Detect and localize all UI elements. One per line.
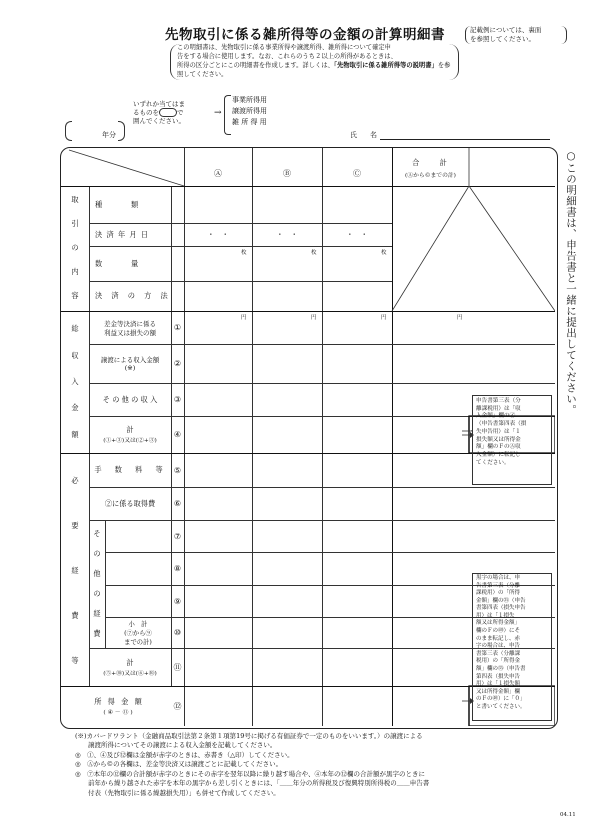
settle-date-b[interactable]: ・ ・ <box>276 229 298 239</box>
row-number-11: ⑪ <box>173 662 182 672</box>
side-note-2: 黒字の場合は、申 告書第三表（分離 課税用）の「所得 金額」欄の㉟（申告 書第四表（損失申告 用）は「１損失 額又は所得金額」 欄のＦの㊵）にそ のまま転記し、赤 字の場合は、申告 書第三表（分離課 税用）の「所得金 額」欄の㉟（申告書 第四表（損失申告 用）は「１損失額 又は所得金額」欄 のＦの㊵）に「０」 と書いてください。 <box>476 575 526 710</box>
row-label-4: 計 (①+③)又は(②+③) <box>103 425 157 444</box>
row-number-6: ⑥ <box>173 499 182 508</box>
option-misc-income[interactable]: 雑 所 得 用 <box>232 117 267 126</box>
year-label: 年分 <box>102 131 116 139</box>
row-label-quantity: 数 量 <box>95 258 139 268</box>
unit-yen-b: 円 <box>311 315 317 321</box>
arrow-right-icon-1 <box>462 420 474 440</box>
row-label-1: 差金等決済に係る 利益又は損失の額 <box>104 319 156 337</box>
unit-sheet-c: 枚 <box>381 250 387 256</box>
name-label: 氏 名 <box>350 131 380 139</box>
settle-date-c[interactable]: ・ ・ <box>346 229 368 239</box>
footnotes: (※)カバードワラント（金融商品取引法第２条第１項第19号に掲げる有価証券で一定のものをいいます。）の譲渡による 譲渡所得についてその譲渡による収入金額を記載してください。 ◎ ①、④及び⑫欄は金額が赤字のときは、赤書き（△印）してください。 ◎ Ⓐから©の各欄は、差金等決済又は譲渡ごとに記載してください。 ◎ ⑦本年の⑫欄の合計額が赤字のときにその赤字を翌年以降に繰り越す場合や、④本年の⑫欄の合計額が黒字のときに 前年から繰り越された赤字を本年の黒字から差し引くときには、「＿＿年分の所得税及び復興特別所得税の＿＿申告書 付表（先物取引に係る繰越損失用）」も併せて作成してください。 <box>75 732 430 797</box>
name-field[interactable] <box>380 138 550 140</box>
unit-yen-c: 円 <box>381 315 387 321</box>
row-label-5: 手 数 料 等 <box>94 465 166 474</box>
row-number-2: ② <box>173 359 182 368</box>
row-label-10: 小 計 (⑦から⑨ までの計) <box>124 621 152 646</box>
row-number-12: ⑫ <box>173 701 182 711</box>
year-bracket-right <box>118 121 125 141</box>
year-bracket-left <box>65 121 72 141</box>
row-label-kind: 種 類 <box>95 199 139 209</box>
row-label-2: 譲渡による収入金額 (※) <box>100 356 160 372</box>
intro-text: この明細書は、先物取引に係る事業所得や譲渡所得、雑所得について確定申 告をする場合に使用します。なお、これらのうち２以上の所得があるときは、 所得の区分ごとにこの明細書を作成します。詳しくは、「先物取引に係る雑所得等の説明書」を参照してください。 <box>170 44 459 80</box>
row-label-6: ②に係る取得費 <box>104 498 156 508</box>
row-label-method: 決 済 の 方 法 <box>95 291 169 300</box>
column-header-c: Ⓒ <box>353 168 361 178</box>
section-label-transaction: 取 引 の 内 容 <box>71 195 79 300</box>
row-label-11: 計 (⑤+⑩)又は(⑥+⑩) <box>103 657 157 677</box>
row-label-3: そ の 他 の 収 入 <box>102 394 158 404</box>
row-number-9: ⑨ <box>173 596 182 606</box>
section-label-expense: 必 要 経 費 等 <box>71 475 79 665</box>
section-label-other-expense: そ の 他 の 経 費 <box>93 529 101 638</box>
settle-date-a[interactable]: ・ ・ <box>207 229 229 239</box>
row-label-12: 所 得 金 額 (④－⑪) <box>94 696 144 716</box>
row-number-7: ⑦ <box>173 531 182 541</box>
option-business-income[interactable]: 事業所得用 <box>232 96 267 104</box>
form-code: 04.11 <box>560 812 576 818</box>
option-transfer-income[interactable]: 譲渡所得用 <box>232 106 267 115</box>
row-number-4: ④ <box>173 430 182 439</box>
arrow-right-icon-2 <box>462 695 474 707</box>
selection-brace <box>224 95 231 135</box>
section-label-income: 総 収 入 金 額 <box>71 324 79 439</box>
arrow-right-icon: → <box>214 108 222 118</box>
income-type-options <box>232 95 267 128</box>
unit-sheet-a: 枚 <box>241 250 247 256</box>
column-header-b: Ⓑ <box>283 168 291 178</box>
unit-sheet-b: 枚 <box>311 250 317 256</box>
reference-note: 記載例については、裏面 を参照してください。 <box>465 26 567 44</box>
row-number-1: ① <box>173 323 182 332</box>
column-header-total-sub: (Ⓐから©までの計) <box>405 172 456 179</box>
form-title: 先物取引に係る雑所得等の金額の計算明細書 <box>165 27 445 43</box>
column-header-total: 合 計 <box>412 158 449 167</box>
guide-reference: 「先物取引に係る雑所得等の説明書」 <box>333 61 438 69</box>
row-number-5: ⑤ <box>173 465 182 475</box>
row-number-8: ⑧ <box>173 564 182 573</box>
submission-note: ○この明細書は、申告書と一緒に提出してください。 <box>565 150 577 416</box>
column-header-a: Ⓐ <box>214 168 222 178</box>
selection-instruction: いずれか当てはま るものを で 囲んでください。 <box>133 100 185 126</box>
row-label-settle-date: 決 済 年 月 日 <box>95 229 150 239</box>
unit-yen-total: 円 <box>457 315 463 321</box>
row-number-3: ③ <box>173 395 182 404</box>
side-note-1: 申告書第三表（分 離課税用）は「収 入金額」欄の㋑ （申告書第四表（損 失申告用）は「１ 損失額又は所得金 額」欄のＦのⒶ収 入金額）に転記し てください。 <box>476 398 527 466</box>
spacer <box>556 0 557 1</box>
row-number-10: ⑩ <box>173 628 182 637</box>
unit-yen-a: 円 <box>241 315 247 321</box>
